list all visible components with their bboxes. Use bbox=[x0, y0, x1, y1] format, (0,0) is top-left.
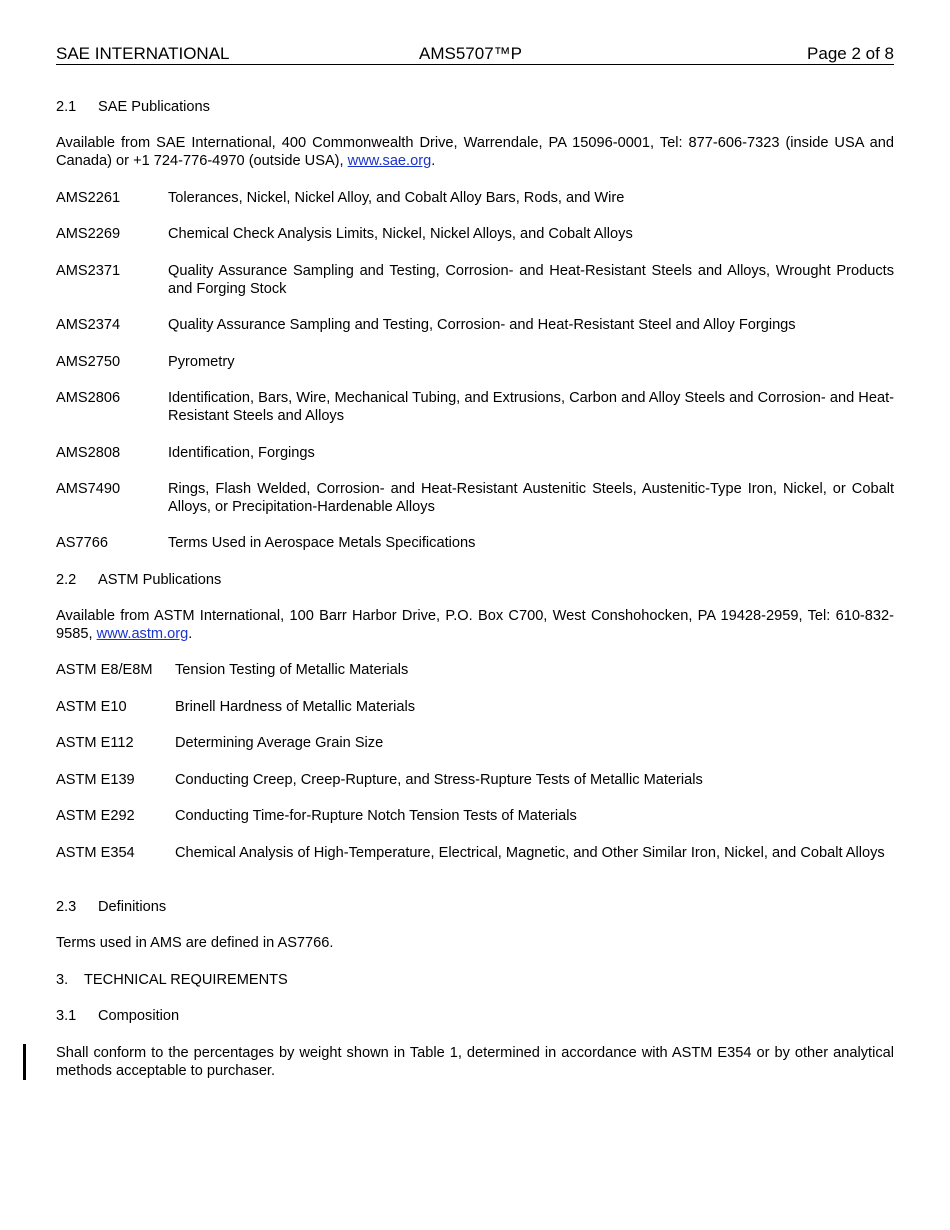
reference-entry bbox=[56, 389, 894, 425]
reference-code: AMS2371 bbox=[56, 263, 121, 279]
reference-code: ASTM E139 bbox=[56, 772, 135, 788]
reference-code: AS7766 bbox=[56, 535, 108, 551]
reference-title: Conducting Time-for-Rupture Notch Tension Tests of Materials bbox=[175, 808, 577, 824]
reference-entry bbox=[56, 534, 894, 552]
reference-entry bbox=[56, 698, 894, 716]
reference-entry bbox=[56, 734, 894, 752]
reference-title: Chemical Analysis of High-Temperature, Electrical, Magnetic, and Other Similar Iron, Nickel, and Cobalt Alloys bbox=[175, 845, 885, 861]
sae-availability-text: Available from SAE International, 400 Commonwealth Drive, Warrendale, PA 15096-0001, Tel: 877-606-7323 (inside USA and Canada) or +1 724-776-4970 (outside USA), bbox=[56, 135, 894, 169]
section-3-1-heading bbox=[56, 1007, 894, 1025]
reference-code: AMS2806 bbox=[56, 390, 121, 406]
reference-code: AMS2374 bbox=[56, 317, 121, 333]
reference-entry bbox=[56, 316, 894, 334]
section-2-2-heading bbox=[56, 571, 894, 589]
reference-code: AMS2808 bbox=[56, 445, 121, 461]
definitions-paragraph: Terms used in AMS are defined in AS7766. bbox=[56, 935, 334, 951]
section-number: 3. bbox=[56, 972, 69, 988]
reference-title: Identification, Bars, Wire, Mechanical Tubing, and Extrusions, Carbon and Alloy Steels and Corrosion- and Heat-Resistant Steels and Alloys bbox=[168, 390, 894, 424]
reference-entry bbox=[56, 807, 894, 825]
section-title: SAE Publications bbox=[98, 99, 210, 115]
reference-title: Tolerances, Nickel, Nickel Alloy, and Cobalt Alloy Bars, Rods, and Wire bbox=[168, 190, 625, 206]
reference-title: Pyrometry bbox=[168, 354, 235, 370]
sae-availability-paragraph bbox=[56, 134, 894, 170]
astm-availability-text: Available from ASTM International, 100 Barr Harbor Drive, P.O. Box C700, West Conshohocken, PA 19428-2959, Tel: 610-832-9585, bbox=[56, 608, 894, 642]
header-org: SAE INTERNATIONAL bbox=[56, 44, 230, 63]
section-title: TECHNICAL REQUIREMENTS bbox=[84, 972, 288, 988]
section-title: Definitions bbox=[98, 899, 167, 915]
section-2-1-heading bbox=[56, 98, 894, 116]
reference-code: AMS2750 bbox=[56, 354, 121, 370]
section-2-3-heading bbox=[56, 898, 894, 916]
reference-entry bbox=[56, 844, 894, 862]
reference-title: Determining Average Grain Size bbox=[175, 735, 384, 751]
reference-code: ASTM E292 bbox=[56, 808, 135, 824]
header-doc-id: AMS5707™P bbox=[419, 44, 522, 63]
reference-code: AMS7490 bbox=[56, 481, 121, 497]
reference-code: AMS2269 bbox=[56, 226, 121, 242]
section-number: 2.2 bbox=[56, 572, 77, 588]
reference-title: Rings, Flash Welded, Corrosion- and Heat-Resistant Austenitic Steels, Austenitic-Type Iron, Nickel, or Cobalt Alloys, or Precipitation-Hardenable Alloys bbox=[168, 481, 894, 515]
reference-title: Terms Used in Aerospace Metals Specifications bbox=[168, 535, 476, 551]
section-3-heading bbox=[56, 971, 894, 989]
reference-code: ASTM E354 bbox=[56, 845, 135, 861]
reference-entry bbox=[56, 661, 894, 679]
header-page-number: Page 2 of 8 bbox=[807, 44, 894, 63]
section-number: 2.1 bbox=[56, 99, 77, 115]
reference-title: Identification, Forgings bbox=[168, 445, 315, 461]
astm-availability-paragraph bbox=[56, 607, 894, 643]
reference-entry bbox=[56, 771, 894, 789]
reference-entry bbox=[56, 262, 894, 298]
reference-code: ASTM E10 bbox=[56, 699, 127, 715]
reference-entry bbox=[56, 480, 894, 516]
reference-entry bbox=[56, 353, 894, 371]
composition-paragraph: Shall conform to the percentages by weight shown in Table 1, determined in accordance with ASTM E354 or by other analytical methods acceptable to purchaser. bbox=[56, 1045, 894, 1079]
reference-title: Tension Testing of Metallic Materials bbox=[175, 662, 409, 678]
reference-title: Brinell Hardness of Metallic Materials bbox=[175, 699, 416, 715]
reference-entry bbox=[56, 189, 894, 207]
reference-entry bbox=[56, 225, 894, 243]
reference-title: Quality Assurance Sampling and Testing, Corrosion- and Heat-Resistant Steel and Alloy Forgings bbox=[168, 317, 796, 333]
page-header bbox=[56, 44, 894, 65]
reference-code: ASTM E8/E8M bbox=[56, 662, 153, 678]
reference-code: ASTM E112 bbox=[56, 735, 134, 751]
reference-title: Chemical Check Analysis Limits, Nickel, Nickel Alloys, and Cobalt Alloys bbox=[168, 226, 633, 242]
section-number: 2.3 bbox=[56, 899, 77, 915]
reference-title: Conducting Creep, Creep-Rupture, and Stress-Rupture Tests of Metallic Materials bbox=[175, 772, 703, 788]
period: . bbox=[431, 153, 436, 169]
astm-website-link[interactable]: www.astm.org bbox=[96, 626, 189, 642]
reference-title: Quality Assurance Sampling and Testing, Corrosion- and Heat-Resistant Steels and Alloys, Wrought Products and Forging Stock bbox=[168, 263, 894, 297]
section-title: Composition bbox=[98, 1008, 180, 1024]
reference-entry bbox=[56, 444, 894, 462]
section-number: 3.1 bbox=[56, 1008, 77, 1024]
revision-change-bar bbox=[23, 1044, 26, 1080]
sae-website-link[interactable]: www.sae.org bbox=[347, 153, 432, 169]
reference-code: AMS2261 bbox=[56, 190, 121, 206]
period: . bbox=[188, 626, 193, 642]
section-title: ASTM Publications bbox=[98, 572, 222, 588]
